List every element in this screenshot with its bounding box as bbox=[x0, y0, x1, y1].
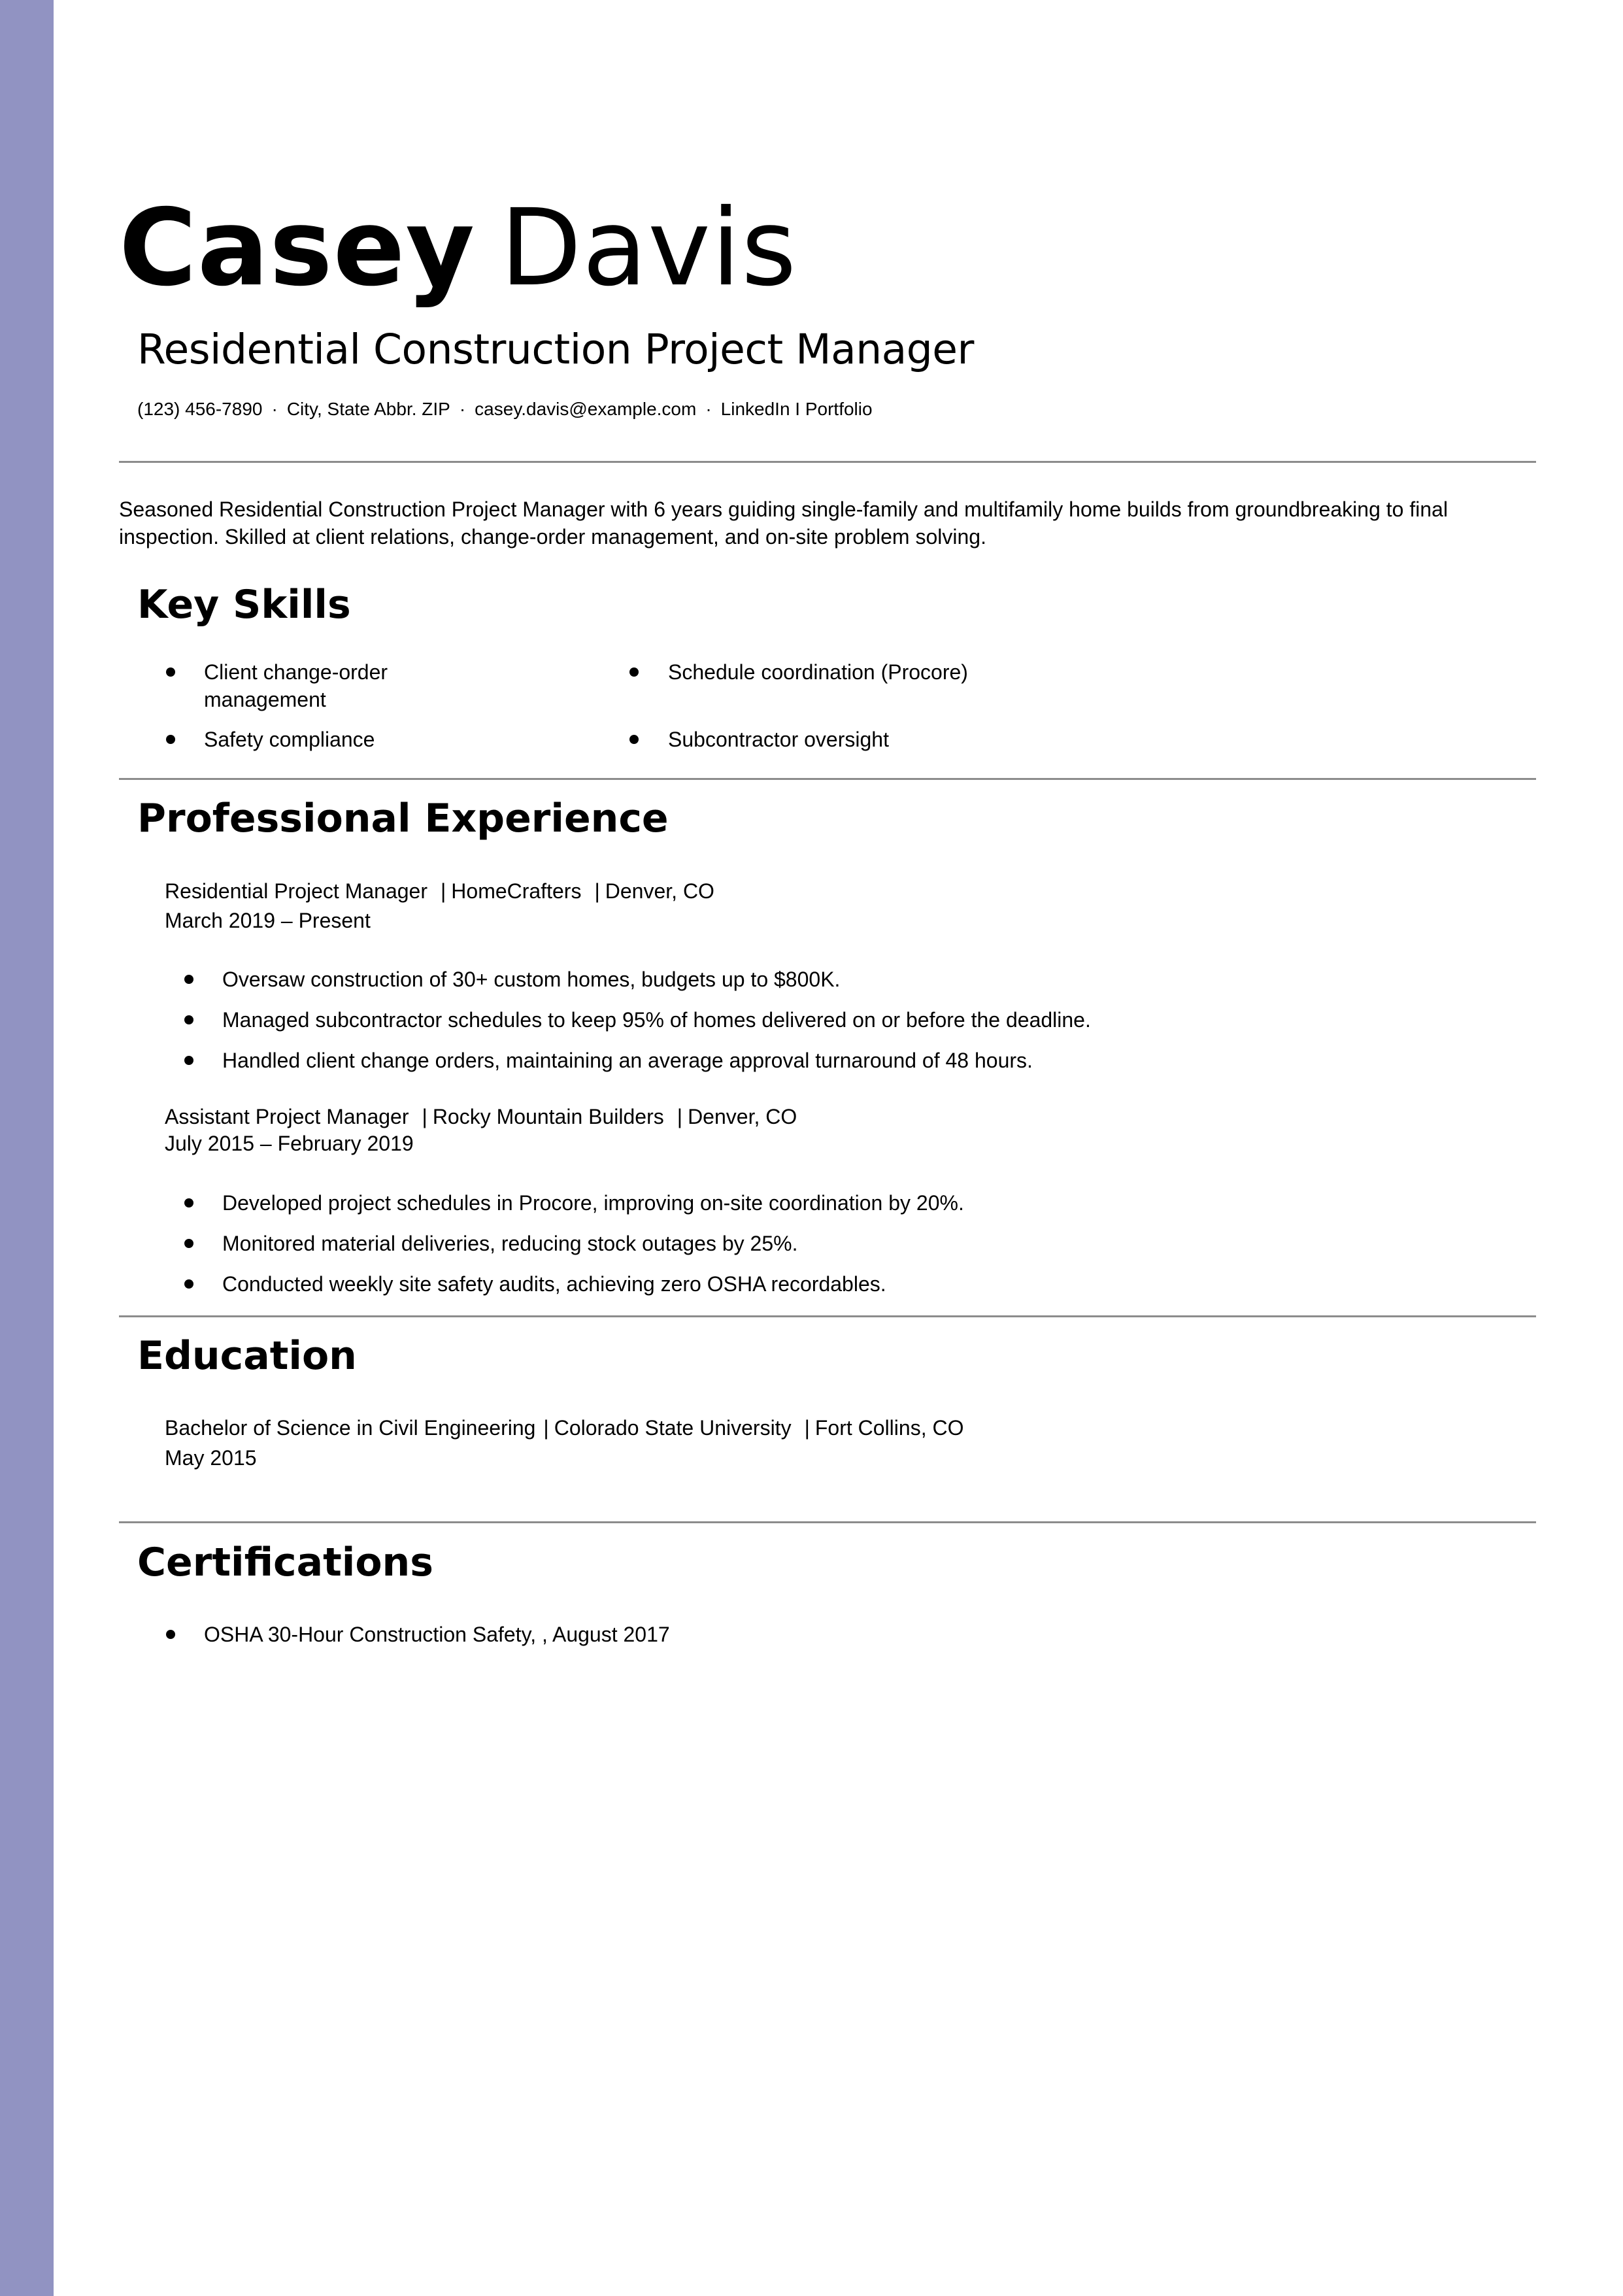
bullet-icon bbox=[629, 667, 639, 677]
contact-separator: · bbox=[705, 399, 712, 419]
job-title: Assistant Project Manager bbox=[165, 1105, 409, 1128]
contact-separator: · bbox=[459, 399, 466, 419]
bullet-icon bbox=[184, 1198, 193, 1207]
education-date: May 2015 bbox=[165, 1446, 257, 1470]
bullet-icon bbox=[184, 975, 193, 984]
certification-item: OSHA 30-Hour Construction Safety, , August 2017 bbox=[204, 1623, 670, 1646]
education-location: Fort Collins, CO bbox=[814, 1416, 964, 1440]
bullet-icon bbox=[184, 1239, 193, 1248]
section-divider bbox=[119, 461, 1536, 463]
sidebar-accent-bar bbox=[0, 0, 54, 2296]
contact-separator: · bbox=[271, 399, 278, 419]
job-header bbox=[165, 1103, 797, 1130]
bullet-icon bbox=[629, 735, 639, 744]
contact-phone: (123) 456-7890 bbox=[137, 399, 263, 419]
education-degree: Bachelor of Science in Civil Engineering bbox=[165, 1416, 536, 1440]
contact-location: City, State Abbr. ZIP bbox=[286, 399, 450, 419]
education-heading: Education bbox=[137, 1333, 357, 1379]
skill-item: Schedule coordination (Procore) bbox=[668, 660, 968, 684]
pipe-separator: | bbox=[677, 1105, 683, 1128]
skill-item: Client change-order management bbox=[204, 660, 388, 711]
job-bullet: Oversaw construction of 30+ custom homes, budgets up to $800K. bbox=[222, 968, 841, 991]
pipe-separator: | bbox=[543, 1416, 549, 1440]
skills-heading: Key Skills bbox=[137, 582, 351, 628]
skill-item: Subcontractor oversight bbox=[668, 728, 889, 751]
job-location: Denver, CO bbox=[688, 1105, 797, 1128]
skill-item: Safety compliance bbox=[204, 728, 375, 751]
education-school: Colorado State University bbox=[554, 1416, 792, 1440]
job-location: Denver, CO bbox=[605, 879, 714, 903]
bullet-icon bbox=[166, 1630, 175, 1639]
job-title: Residential Construction Project Manager bbox=[137, 326, 974, 373]
job-bullet: Monitored material deliveries, reducing stock outages by 25%. bbox=[222, 1232, 798, 1255]
bullet-icon bbox=[166, 667, 175, 677]
job-dates: July 2015 – February 2019 bbox=[165, 1132, 414, 1155]
education-entry bbox=[165, 1414, 963, 1442]
bullet-icon bbox=[166, 735, 175, 744]
contact-line bbox=[137, 396, 873, 422]
experience-heading: Professional Experience bbox=[137, 796, 669, 841]
section-divider bbox=[119, 1521, 1536, 1523]
bullet-icon bbox=[184, 1015, 193, 1024]
bullet-icon bbox=[184, 1279, 193, 1289]
section-divider bbox=[119, 778, 1536, 780]
job-company: Rocky Mountain Builders bbox=[432, 1105, 664, 1128]
summary-paragraph: Seasoned Residential Construction Project Manager with 6 years guiding single-family and multifamily home builds from groundbreaking to final inspection. Skilled at client relations, change-order management, and on-site problem solving. bbox=[119, 498, 1448, 549]
job-bullet: Handled client change orders, maintaining an average approval turnaround of 48 hours. bbox=[222, 1049, 1033, 1072]
job-title: Residential Project Manager bbox=[165, 879, 427, 903]
job-bullet: Managed subcontractor schedules to keep 95% of homes delivered on or before the deadline. bbox=[222, 1008, 1091, 1032]
job-bullet: Developed project schedules in Procore, improving on-site coordination by 20%. bbox=[222, 1191, 964, 1215]
pipe-separator: | bbox=[440, 879, 446, 903]
contact-links[interactable]: LinkedIn I Portfolio bbox=[720, 399, 873, 419]
bullet-icon bbox=[184, 1056, 193, 1065]
candidate-name bbox=[119, 186, 797, 311]
certifications-heading: Certifications bbox=[137, 1540, 433, 1585]
job-header bbox=[165, 877, 714, 905]
pipe-separator: | bbox=[804, 1416, 810, 1440]
contact-email[interactable]: casey.davis@example.com bbox=[475, 399, 697, 419]
section-divider bbox=[119, 1315, 1536, 1317]
job-bullet: Conducted weekly site safety audits, achieving zero OSHA recordables. bbox=[222, 1272, 886, 1296]
pipe-separator: | bbox=[594, 879, 600, 903]
job-company: HomeCrafters bbox=[451, 879, 582, 903]
last-name: Davis bbox=[500, 187, 797, 310]
job-dates: March 2019 – Present bbox=[165, 909, 371, 932]
first-name: Casey bbox=[119, 187, 476, 310]
pipe-separator: | bbox=[422, 1105, 427, 1128]
